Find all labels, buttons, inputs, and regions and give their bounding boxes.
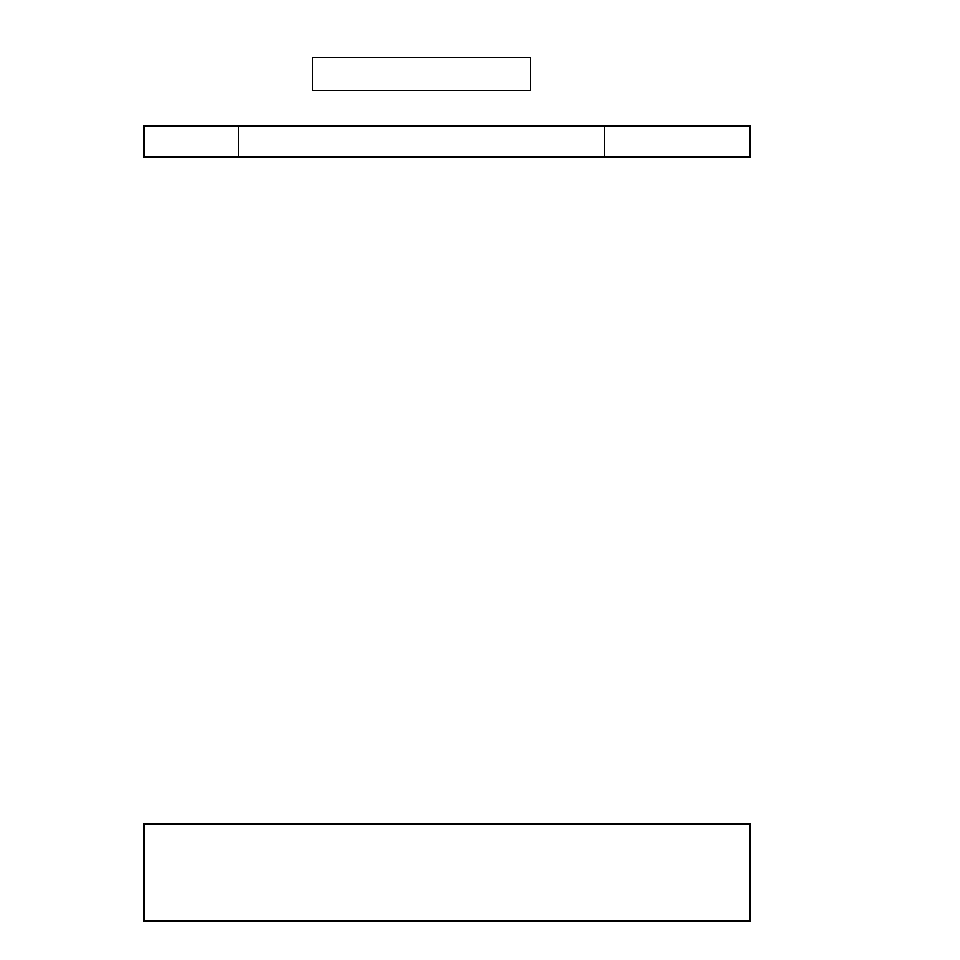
subject-cell[interactable]: [312, 57, 531, 91]
header-venue: [604, 126, 750, 157]
header-date: [144, 126, 238, 157]
request-input-box[interactable]: [143, 823, 751, 922]
event-plan-table: [143, 125, 751, 158]
table-header-row: [144, 126, 750, 157]
header-event: [238, 126, 604, 157]
